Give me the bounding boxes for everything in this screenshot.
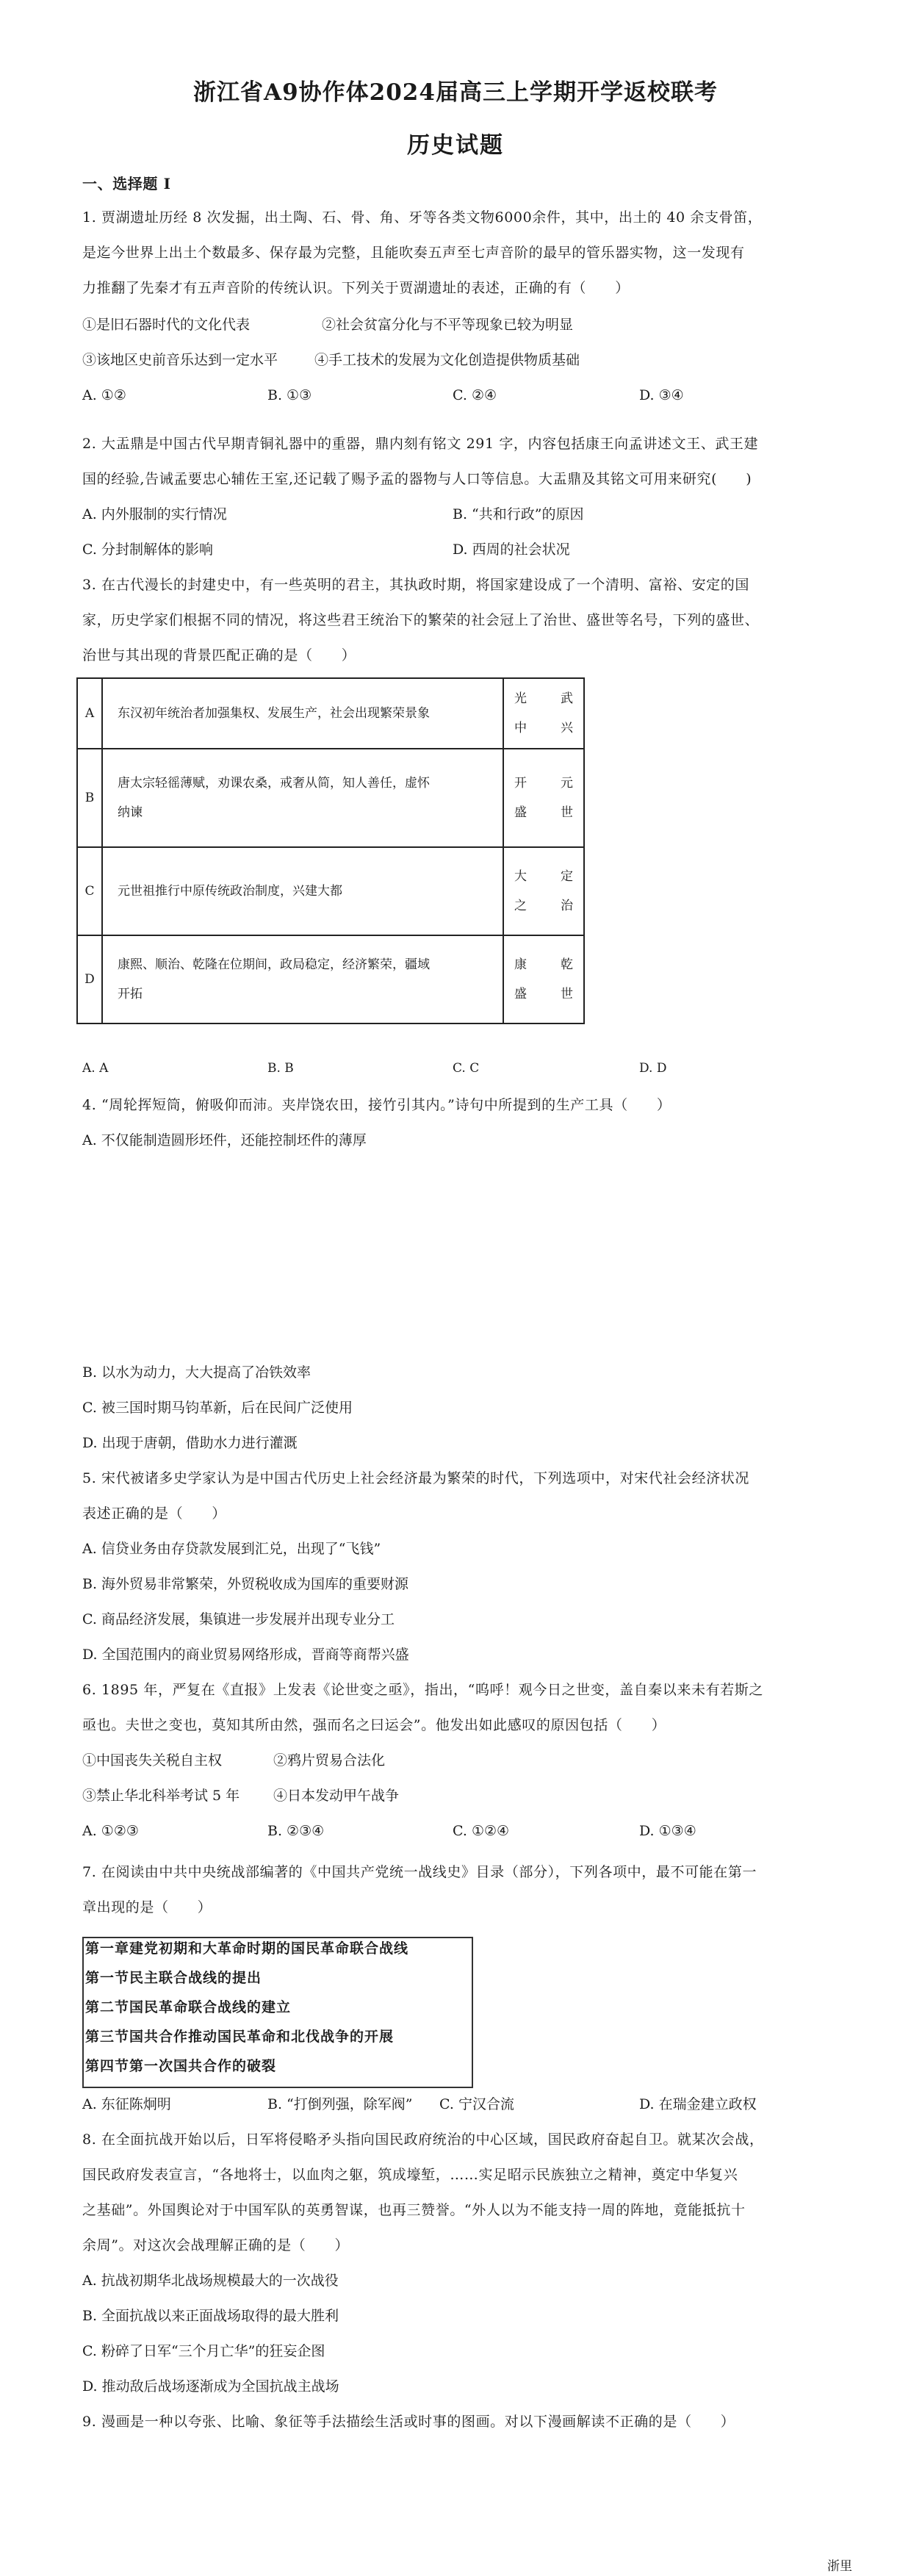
q3-option-b: B. B (267, 1061, 294, 1076)
q1-statement: ④手工技术的发展为文化创造提供物质基础 (314, 352, 580, 368)
q2-option-c: C. 分封制解体的影响 (82, 542, 213, 558)
q6-option-b: B. ②③④ (267, 1823, 325, 1839)
row-description: 元世祖推行中原传统政治制度，兴建大都 (102, 847, 503, 935)
q6-stem-line: 6. 1895 年，严复在《直报》上发表《论世变之亟》，指出，“呜呼！观今日之世变，盖自秦以来未有若斯之 (82, 1682, 763, 1698)
q6-option-d: D. ①③④ (639, 1823, 696, 1839)
q8-option-d: D. 推动敌后战场逐渐成为全国抗战主战场 (82, 2378, 339, 2395)
row-description: 唐太宗轻徭薄赋，劝课农桑，戒奢从简，知人善任，虚怀 纳谏 (102, 749, 503, 847)
q6-statement: ③禁止华北科举考试 5 年 (82, 1788, 240, 1804)
q5-option-d: D. 全国范围内的商业贸易网络形成，晋商等商帮兴盛 (82, 1647, 409, 1663)
toc-line: 第四节第一次国共合作的破裂 (85, 2058, 277, 2074)
q6-statement: ①中国丧失关税自主权 (82, 1752, 223, 1769)
table-row (77, 935, 584, 1023)
q1-option-d: D. ③④ (639, 387, 684, 403)
q3-option-d: D. D (639, 1061, 667, 1076)
q4-option-b: B. 以水为动力，大大提高了冶铁效率 (82, 1364, 312, 1381)
row-key: D (77, 935, 102, 1023)
row-key: B (77, 749, 102, 847)
table-row (77, 847, 584, 935)
q6-option-a: A. ①②③ (82, 1823, 139, 1839)
q3-stem-line: 3. 在古代漫长的封建史中，有一些英明的君主，其执政时期，将国家建设成了一个清明、富裕、安定的国 (82, 577, 749, 593)
q8-option-c: C. 粉碎了日军“三个月亡华”的狂妄企图 (82, 2343, 325, 2359)
q5-option-a: A. 信贷业务由存贷款发展到汇兑，出现了“飞钱” (82, 1541, 381, 1557)
row-period: 光 武 中兴 (503, 678, 584, 749)
q9-stem-line: 9. 漫画是一种以夸张、比喻、象征等手法描绘生活或时事的图画。对以下漫画解读不正确的是（ ） (82, 2414, 735, 2430)
q6-statement: ②鸦片贸易合法化 (273, 1752, 386, 1769)
table-row (77, 749, 584, 847)
toc-line: 第三节国共合作推动国民革命和北伐战争的开展 (85, 2029, 395, 2045)
q8-stem-line: 国民政府发表宣言，“各地将士，以血肉之躯，筑成壕堑，……实足昭示民族独立之精神，奠定中华复兴 (82, 2167, 738, 2183)
section-heading: 一、选择题 I (82, 175, 171, 193)
q3-option-a: A. A (82, 1061, 109, 1076)
row-key: A (77, 678, 102, 749)
q5-option-c: C. 商品经济发展，集镇进一步发展并出现专业分工 (82, 1611, 395, 1627)
q4-stem-line: 4. “周轮挥短筒，俯吸仰而沛。夹岸饶农田，接竹引其内。”诗句中所提到的生产工具（ ） (82, 1097, 671, 1113)
q8-stem-line: 余周”。对这次会战理解正确的是（ ） (82, 2237, 350, 2253)
q5-option-b: B. 海外贸易非常繁荣，外贸税收成为国库的重要财源 (82, 1576, 409, 1592)
q7-stem-line: 7. 在阅读由中共中央统战部编著的《中国共产党统一战线史》目录（部分），下列各项中，最不可能在第一 (82, 1864, 757, 1880)
q2-option-b: B. “共和行政”的原因 (453, 506, 584, 522)
table-row (77, 678, 584, 749)
q6-option-c: C. ①②④ (453, 1823, 510, 1839)
toc-line: 第二节国民革命联合战线的建立 (85, 1999, 292, 2015)
row-description: 康熙、顺治、乾隆在位期间，政局稳定，经济繁荣，疆域 开拓 (102, 935, 503, 1023)
row-description: 东汉初年统治者加强集权、发展生产，社会出现繁荣景象 (102, 678, 503, 749)
q6-stem-line: 亟也。夫世之变也，莫知其所由然，强而名之曰运会”。他发出如此感叹的原因包括（ ） (82, 1717, 666, 1733)
q8-option-a: A. 抗战初期华北战场规模最大的一次战役 (82, 2273, 339, 2289)
q1-option-c: C. ②④ (453, 387, 497, 403)
q1-stem-line: 1. 贾湖遗址历经 8 次发掘，出土陶、石、骨、角、牙等各类文物6000余件，其中，出土的 40 余支骨笛， (82, 209, 763, 226)
q8-stem-line: 之基础”。外国舆论对于中国军队的英勇智谋，也再三赞誉。“外人以为不能支持一周的阵地，竟能抵抗十 (82, 2202, 746, 2218)
q1-statement: ③该地区史前音乐达到一定水平 (82, 352, 278, 368)
q8-stem-line: 8. 在全面抗战开始以后，日军将侵略矛头指向国民政府统治的中心区域，国民政府奋起自卫。就某次会战， (82, 2131, 764, 2148)
q7-option-a: A. 东征陈炯明 (82, 2096, 171, 2112)
q4-option-d: D. 出现于唐朝，借助水力进行灌溉 (82, 1435, 298, 1451)
q1-stem-line: 力推翻了先秦才有五声音阶的传统认识。下列关于贾湖遗址的表述，正确的有（ ） (82, 280, 630, 296)
row-period: 开 元 盛世 (503, 749, 584, 847)
q7-option-c: C. 宁汉合流 (439, 2096, 514, 2112)
q3-match-table (76, 677, 585, 1024)
exam-subtitle: 历史试题 (407, 132, 504, 159)
q2-option-a: A. 内外服制的实行情况 (82, 506, 227, 522)
q2-option-d: D. 西周的社会状况 (453, 542, 570, 558)
q3-stem-line: 治世与其出现的背景匹配正确的是（ ） (82, 647, 356, 663)
row-period: 康 乾 盛世 (503, 935, 584, 1023)
q7-option-b: B. “打倒列强，除军阀” (267, 2096, 413, 2112)
exam-title: 浙江省A9协作体2024届高三上学期开学返校联考 (193, 79, 718, 106)
q1-stem-line: 是迄今世界上出土个数最多、保存最为完整，且能吹奏五声至七声音阶的最早的管乐器实物，这一发现有 (82, 245, 745, 261)
toc-line: 第一章建党初期和大革命时期的国民革命联合战线 (85, 1940, 409, 1957)
footer-watermark: 浙里 (827, 2559, 852, 2574)
q7-option-d: D. 在瑞金建立政权 (639, 2096, 757, 2112)
q1-statement: ①是旧石器时代的文化代表 (82, 317, 251, 333)
q5-stem-line: 5. 宋代被诸多史学家认为是中国古代历史上社会经济最为繁荣的时代，下列选项中，对宋代社会经济状况 (82, 1470, 749, 1486)
q1-option-b: B. ①③ (267, 387, 312, 403)
row-key: C (77, 847, 102, 935)
q3-option-c: C. C (453, 1061, 480, 1076)
q2-stem-line: 2. 大盂鼎是中国古代早期青铜礼器中的重器，鼎内刻有铭文 291 字，内容包括康王向孟讲述文王、武王建 (82, 436, 759, 452)
row-period: 大 定 之治 (503, 847, 584, 935)
q1-statement: ②社会贫富分化与不平等现象已较为明显 (322, 317, 574, 333)
q1-option-a: A. ①② (82, 387, 126, 403)
q7-stem-line: 章出现的是（ ） (82, 1899, 212, 1915)
toc-line: 第一节民主联合战线的提出 (85, 1970, 262, 1986)
q4-option-a: A. 不仅能制造圆形坯件，还能控制坯件的薄厚 (82, 1132, 367, 1148)
q6-statement: ④日本发动甲午战争 (273, 1788, 400, 1804)
q5-stem-line: 表述正确的是（ ） (82, 1505, 227, 1522)
q8-option-b: B. 全面抗战以来正面战场取得的最大胜利 (82, 2308, 339, 2324)
q3-stem-line: 家，历史学家们根据不同的情况，将这些君王统治下的繁荣的社会冠上了治世、盛世等名号，下列的盛世、 (82, 612, 760, 628)
q4-option-c: C. 被三国时期马钧革新，后在民间广泛使用 (82, 1400, 353, 1416)
q2-stem-line: 国的经验,告诫孟要忠心辅佐王室,还记载了赐予孟的器物与人口等信息。大盂鼎及其铭文可用来研究( ) (82, 471, 752, 487)
